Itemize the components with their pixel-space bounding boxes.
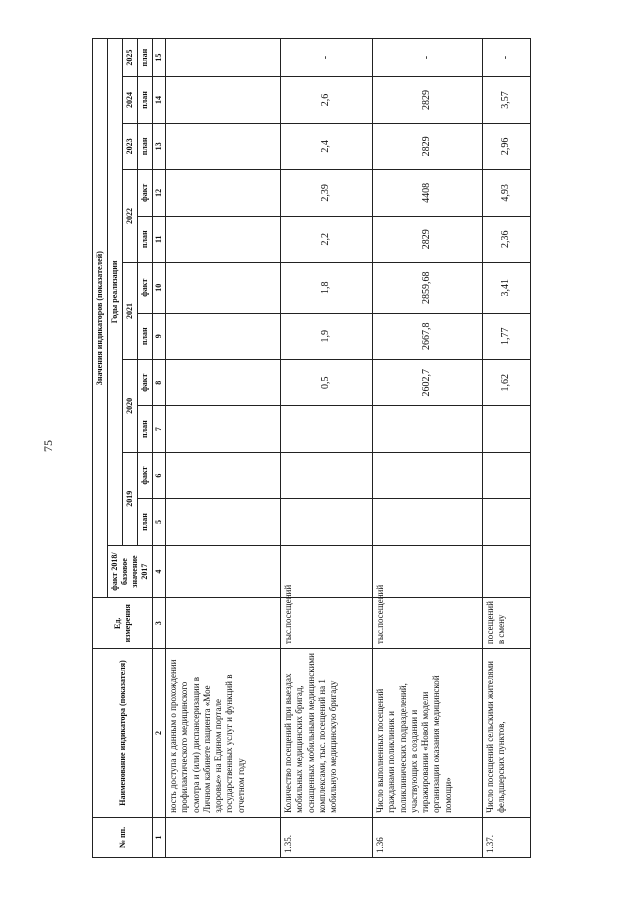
- column-number: 10: [153, 262, 166, 313]
- row-value: 2829: [373, 77, 483, 123]
- row-unit: [166, 598, 281, 649]
- row-value: [281, 499, 373, 545]
- header-plan: план: [138, 39, 153, 77]
- header-year-2022: 2022: [123, 170, 138, 263]
- header-year-2023: 2023: [123, 123, 138, 169]
- row-value: 1,62: [483, 360, 531, 406]
- row-value: 4408: [373, 170, 483, 216]
- row-value: [166, 499, 281, 545]
- row-value: [373, 452, 483, 498]
- row-value: 2829: [373, 216, 483, 262]
- header-base: факт 2018/базовое значение 2017: [108, 545, 153, 598]
- row-value: -: [281, 39, 373, 77]
- row-value: 3,57: [483, 77, 531, 123]
- header-year-2019: 2019: [123, 452, 138, 545]
- row-value: [483, 406, 531, 452]
- row-value: 1,9: [281, 313, 373, 359]
- row-value: 2,2: [281, 216, 373, 262]
- row-name: Количество посещений при выездах мобильных медицинских бригад, оснащенных мобильными медицинскими комплексами, тыс. посещений на 1 мобильную медицинскую бригаду: [281, 649, 373, 818]
- row-value: 1,8: [281, 262, 373, 313]
- header-plan: план: [138, 123, 153, 169]
- header-fact: факт: [138, 170, 153, 216]
- row-unit: тыс.посещений: [373, 598, 483, 649]
- row-value: [483, 499, 531, 545]
- row-value: 2829: [373, 123, 483, 169]
- column-number: 11: [153, 216, 166, 262]
- header-year-2020: 2020: [123, 360, 138, 453]
- row-value: 1,77: [483, 313, 531, 359]
- row-unit: посещений в смену: [483, 598, 531, 649]
- row-value: [281, 452, 373, 498]
- row-value: [166, 216, 281, 262]
- row-value: [281, 545, 373, 598]
- row-value: [166, 170, 281, 216]
- row-value: [166, 262, 281, 313]
- header-fact: факт: [138, 452, 153, 498]
- row-value: 2859,68: [373, 262, 483, 313]
- table-row: [166, 39, 281, 858]
- row-name: Число посещений сельскими жителями фельдшерских пунктов,: [483, 649, 531, 818]
- row-value: 2,6: [281, 77, 373, 123]
- table-row: [373, 39, 483, 858]
- row-value: [373, 406, 483, 452]
- column-number: 8: [153, 360, 166, 406]
- row-value: [483, 452, 531, 498]
- header-plan: план: [138, 77, 153, 123]
- row-value: 2,36: [483, 216, 531, 262]
- column-number: 6: [153, 452, 166, 498]
- column-number: 3: [153, 598, 166, 649]
- header-plan: план: [138, 313, 153, 359]
- header-plan: план: [138, 216, 153, 262]
- row-value: -: [483, 39, 531, 77]
- row-name: Число выполненных посещений гражданами поликлиник и поликлинических подразделений, участвующих в создании и тиражировании «Новой модели организации оказания медицинской помощи»: [373, 649, 483, 818]
- row-value: 0,5: [281, 360, 373, 406]
- header-years-group: Годы реализации: [108, 39, 123, 546]
- row-name: ность доступа к данным о прохождении профилактического медицинского осмотра и (или) диспансеризации в Личном кабинете пациента «Мое здоровье» на Едином портале государственных услуг и функций в отчетном году: [166, 649, 281, 818]
- row-unit: тыс.посещений: [281, 598, 373, 649]
- header-plan: план: [138, 499, 153, 545]
- row-no: [166, 817, 281, 857]
- row-value: [166, 406, 281, 452]
- row-value: 2602,7: [373, 360, 483, 406]
- row-value: [373, 499, 483, 545]
- row-value: [166, 360, 281, 406]
- column-number: 2: [153, 649, 166, 818]
- row-value: [166, 123, 281, 169]
- row-value: [281, 406, 373, 452]
- header-no: № пп.: [93, 817, 153, 857]
- row-no: 1.36: [373, 817, 483, 857]
- row-no: 1.37.: [483, 817, 531, 857]
- row-value: [166, 77, 281, 123]
- row-value: [166, 545, 281, 598]
- row-value: 2,4: [281, 123, 373, 169]
- row-value: 2667,8: [373, 313, 483, 359]
- row-value: [166, 452, 281, 498]
- column-number: 12: [153, 170, 166, 216]
- column-number: 9: [153, 313, 166, 359]
- row-value: 4,93: [483, 170, 531, 216]
- page-number: 75: [41, 440, 55, 452]
- row-no: 1.35.: [281, 817, 373, 857]
- row-value: [373, 545, 483, 598]
- column-number: 14: [153, 77, 166, 123]
- header-unit: Ед. измерения: [93, 598, 153, 649]
- row-value: 3,41: [483, 262, 531, 313]
- row-value: [483, 545, 531, 598]
- column-number: 4: [153, 545, 166, 598]
- row-value: [166, 39, 281, 77]
- column-number: 13: [153, 123, 166, 169]
- header-year-2024: 2024: [123, 77, 138, 123]
- row-value: [166, 313, 281, 359]
- rotated-table-container: [92, 38, 612, 858]
- table-row: [483, 39, 531, 858]
- column-number: 7: [153, 406, 166, 452]
- header-fact: факт: [138, 262, 153, 313]
- header-plan: план: [138, 406, 153, 452]
- indicators-table: [92, 38, 531, 858]
- row-value: 2,39: [281, 170, 373, 216]
- header-fact: факт: [138, 360, 153, 406]
- column-number: 1: [153, 817, 166, 857]
- header-name: Наименование индикатора (показателя): [93, 649, 153, 818]
- column-number: 5: [153, 499, 166, 545]
- table-row: [281, 39, 373, 858]
- header-values-group: Значения индикаторов (показателей): [93, 39, 108, 598]
- column-number: 15: [153, 39, 166, 77]
- header-year-2021: 2021: [123, 262, 138, 359]
- row-value: 2,96: [483, 123, 531, 169]
- row-value: -: [373, 39, 483, 77]
- header-year-2025: 2025: [123, 39, 138, 77]
